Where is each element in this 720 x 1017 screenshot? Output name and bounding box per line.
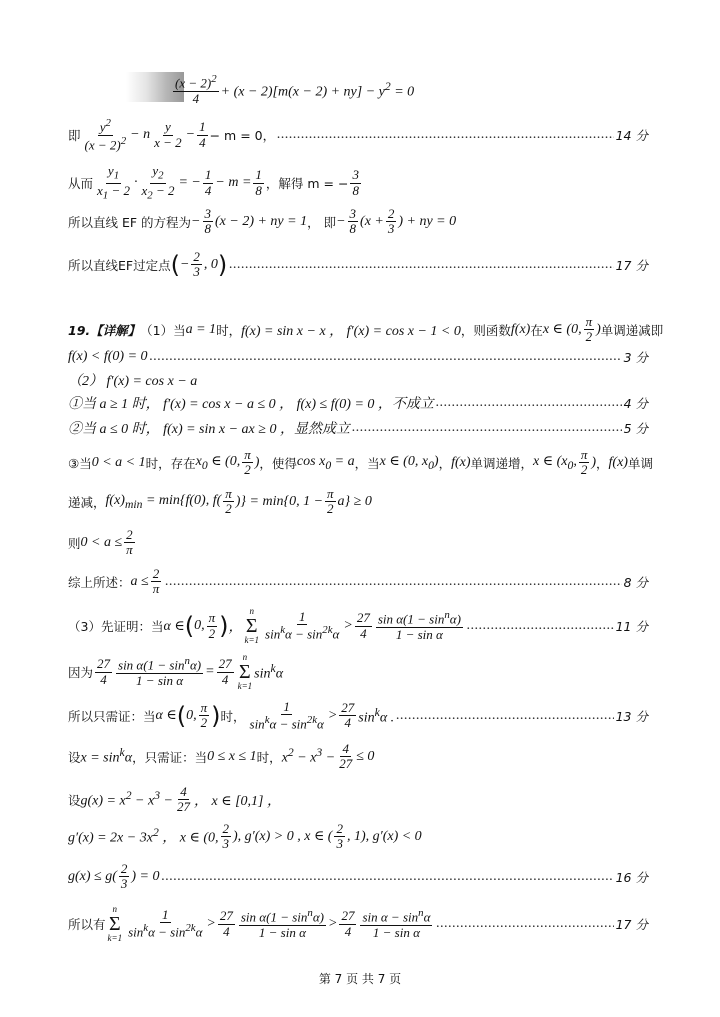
score-label: 3 分 (623, 350, 648, 365)
summary-line: 综上所述： a ≤ $\frac{2}{\pi}$ ..... 8 分 (68, 567, 648, 597)
case-3: ③当 0 < a < 1 时，存在 $x_0$ ∈ (0, $\frac{\pi}{2}$ ) ，使得 $\cos x_0 = a$ ，当 x ∈ (0, $x_0$) ， f(x) 单调递增， x ∈ ($x_0$, $\frac{\pi}{2}$ ) ， f(x) 单调 (68, 447, 653, 478)
part3-line: （3）先证明：当 α ∈ ( 0, $\frac{\pi}{2}$ ) ， n Σ k=1 $\frac{1}{\sin^k\alpha - \sin^{2k}\alpha}$ > $\frac{27}{4}$ $\frac{\sin \alpha(1 - \sin^n\alpha)}{\text{1 − sin α}}$ ..... 11 分 (68, 607, 648, 645)
gprime-line: $g'(x) = 2x - 3x^2$ ， x ∈ (0, $\frac{2}{3}$ ), g′(x) > 0 , x ∈ ( $\frac{2}{3}$ , 1), g′(x) < 0 (68, 821, 422, 852)
part2-head: （2） f′(x) = cos x − a (68, 374, 198, 389)
score-label: 17 分 (615, 257, 648, 273)
because-line: 因为 $\frac{27}{4}$ $\frac{\sin \alpha(1 - \sin^n\alpha)}{\text{1 − sin α}}$ = $\frac{27}{4}$ n Σ k=1 $\sin^k\alpha$ (68, 652, 284, 691)
q19-line-1: 19.【详解】 （1）当 a = 1 时， f(x) = sin x − x ， f′(x) = cos x − 1 < 0 ，则函数 f(x) 在 x ∈ (0, $\frac{\pi}{2}$ ) 单调递减即 (68, 314, 664, 345)
score-label: 13 分 (615, 708, 648, 724)
leader-dots (150, 349, 622, 365)
score-label: 5 分 (623, 421, 648, 436)
equation-line-4: 所以直线 EF 的方程为 − $\frac{3}{8}$ (x − 2) + ny = 1 ， 即 − $\frac{3}{8}$ (x + $\frac{2}{3}$ ) + ny = 0 (68, 206, 457, 237)
case-2: ②当 a ≤ 0 时， f(x) = sin x − ax ≥ 0 ，显然成立 ..... 5 分 (68, 418, 648, 438)
equation-line-5: 所以直线EF过定点 ( − $\frac{2}{3}$ , 0 ) ..... 17 分 (68, 250, 648, 280)
equation-line-3: 从而 $\frac{y_1}{x_1 - 2}$ · $\frac{y_2}{x_2 - 2}$ = − $\frac{1}{4}$ − m = $\frac{1}{8}$ ，解得 m = − $\frac{3}{8}$ (68, 163, 359, 202)
gmax-line: g(x) ≤ g( $\frac{2}{3}$ ) = 0 ..... 16 分 (68, 862, 648, 892)
q19-line-2: f(x) < f(0) = 0 ..... 3 分 (68, 348, 648, 366)
leader-dots (352, 420, 622, 436)
page-footer: 第 7 页 共 7 页 (318, 972, 402, 986)
leader-dots (165, 574, 621, 590)
score-label: 4 分 (623, 396, 648, 411)
leader-dots (229, 257, 613, 273)
leader-dots (277, 127, 614, 143)
setg-line: 设 $g(x) = x^2 - x^3$ − $\frac{4}{27}$ ， x ∈ [0,1] ， (68, 784, 281, 815)
setx-line: 设 $x = \sin^k\alpha$ ，只需证：当 0 ≤ x ≤ 1 时， $x^2 - x^3$ − $\frac{4}{27}$ ≤ 0 (68, 741, 375, 772)
final-line: 所以有 n Σ k=1 $\frac{1}{\sin^k\alpha - \sin^{2k}\alpha}$ > $\frac{27}{4}$ $\frac{\sin \alpha(1 - \sin^n\alpha)}{\text{1 − sin α}}$ > $\frac{27}{4}$ $\frac{\sin \alpha - \sin^n\alpha}{\text{1 − sin α}}$ ..... 17 分 (68, 905, 648, 943)
score-label: 14 分 (615, 128, 648, 144)
leader-dots (162, 869, 614, 885)
score-label: 8 分 (623, 574, 648, 590)
leader-dots (396, 708, 613, 724)
score-label: 16 分 (615, 869, 648, 885)
equation-line-2: 即 $\frac{y^2}{(x - 2)^2}$ − n $\frac{y}{x - 2}$ − $\frac{1}{4}$ − m = 0， ..... 14 分 (68, 118, 648, 152)
case-3c: 则 0 < a ≤ $\frac{2}{\pi}$ (68, 527, 133, 558)
equation-line-1: $\frac{(x - 2)^2}{4}$ + $(x - 2)[m(x - 2) + ny] - y^2 = 0$ (175, 73, 415, 106)
only-line: 所以只需证：当 α ∈ ( 0, $\frac{\pi}{2}$ ) 时， $\frac{1}{\sin^k\alpha - \sin^{2k}\alpha}$ > $\frac{27}{4}$ $\sin^k\alpha$ . ..... 13 分 (68, 700, 648, 732)
leader-dots (467, 618, 614, 634)
score-label: 11 分 (615, 619, 648, 634)
case-1: ①当 a ≥ 1 时， f′(x) = cos x − a ≤ 0 ， f(x) ≤ f(0) = 0 ，不成立 ..... 4 分 (68, 393, 648, 413)
case-3b: 递减， $f(x)_{min} = \min\{f(0)$, f( $\frac{\pi}{2}$ )} = min{0, 1 − $\frac{\pi}{2}$ a} ≥ 0 (68, 486, 372, 517)
leader-dots (436, 395, 622, 411)
score-label: 17 分 (615, 917, 648, 932)
leader-dots (436, 916, 613, 932)
